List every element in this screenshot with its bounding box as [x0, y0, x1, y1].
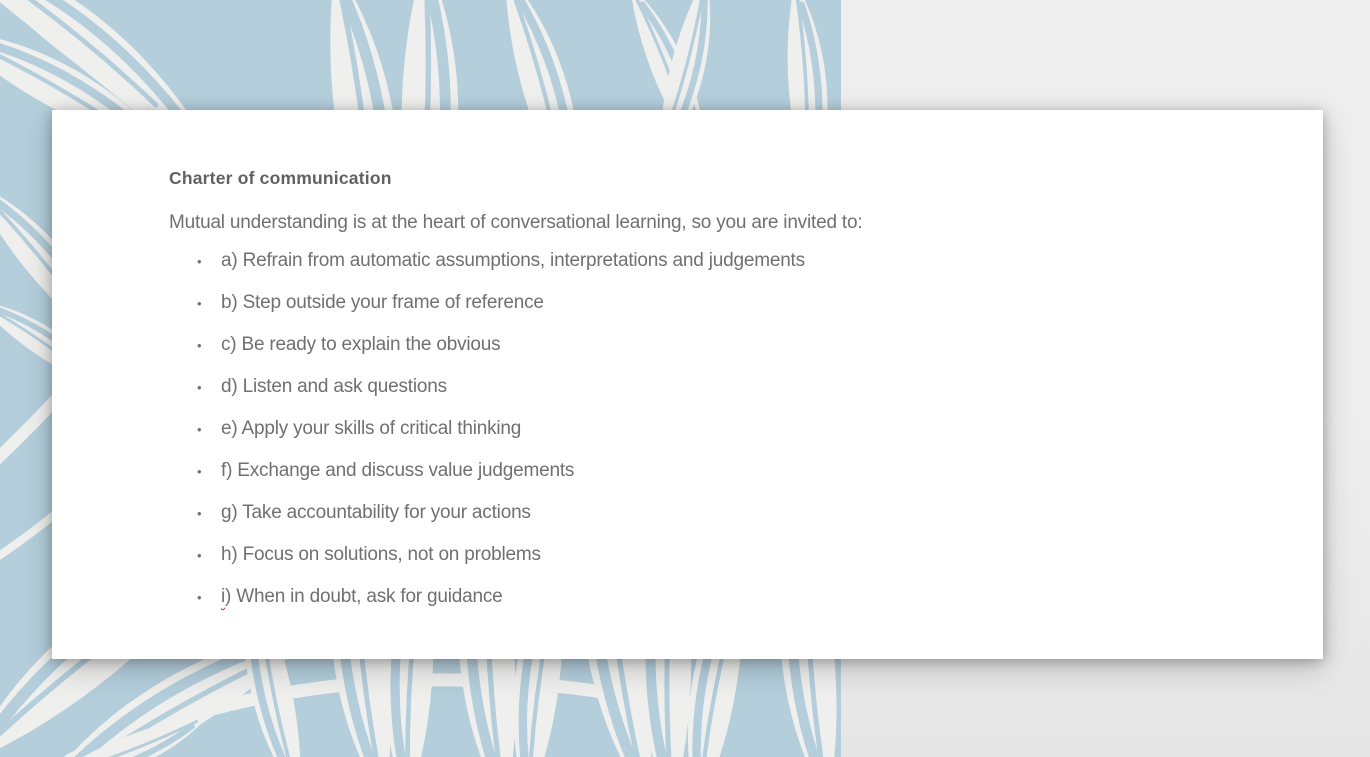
bullet-item [169, 450, 1263, 492]
slide-intro: Mutual understanding is at the heart of conversational learning, so you are invited to: [169, 212, 863, 233]
bullet-glyph: • [197, 421, 202, 437]
bullet-item [169, 240, 1263, 282]
bullet-glyph: • [197, 253, 202, 269]
bullet-item [169, 534, 1263, 576]
bullet-text: g) Take accountability for your actions [221, 502, 531, 523]
bullet-glyph: • [197, 547, 202, 563]
slide-text-box[interactable] [52, 110, 1323, 659]
bullet-item [169, 282, 1263, 324]
bullet-list [169, 240, 1263, 618]
bullet-glyph: • [197, 505, 202, 521]
bullet-text: c) Be ready to explain the obvious [221, 334, 501, 355]
bullet-text: f) Exchange and discuss value judgements [221, 460, 575, 481]
bullet-glyph: • [197, 337, 202, 353]
slide-title: Charter of communication [169, 168, 392, 188]
bullet-item [169, 576, 1263, 618]
bullet-item [169, 324, 1263, 366]
bullet-text: i) When in doubt, ask for guidance [221, 586, 503, 607]
bullet-text: e) Apply your skills of critical thinking [221, 418, 522, 439]
bullet-text: h) Focus on solutions, not on problems [221, 544, 541, 565]
bullet-glyph: • [197, 589, 202, 605]
bullet-text: a) Refrain from automatic assumptions, interpretations and judgements [221, 250, 805, 271]
bullet-item [169, 366, 1263, 408]
bullet-item [169, 492, 1263, 534]
bullet-glyph: • [197, 379, 202, 395]
bullet-glyph: • [197, 295, 202, 311]
slide[interactable] [52, 110, 1323, 659]
bullet-item [169, 408, 1263, 450]
bullet-text: b) Step outside your frame of reference [221, 292, 544, 313]
misspelled-word: i [221, 586, 226, 607]
bullet-glyph: • [197, 463, 202, 479]
bullet-text: d) Listen and ask questions [221, 376, 447, 397]
